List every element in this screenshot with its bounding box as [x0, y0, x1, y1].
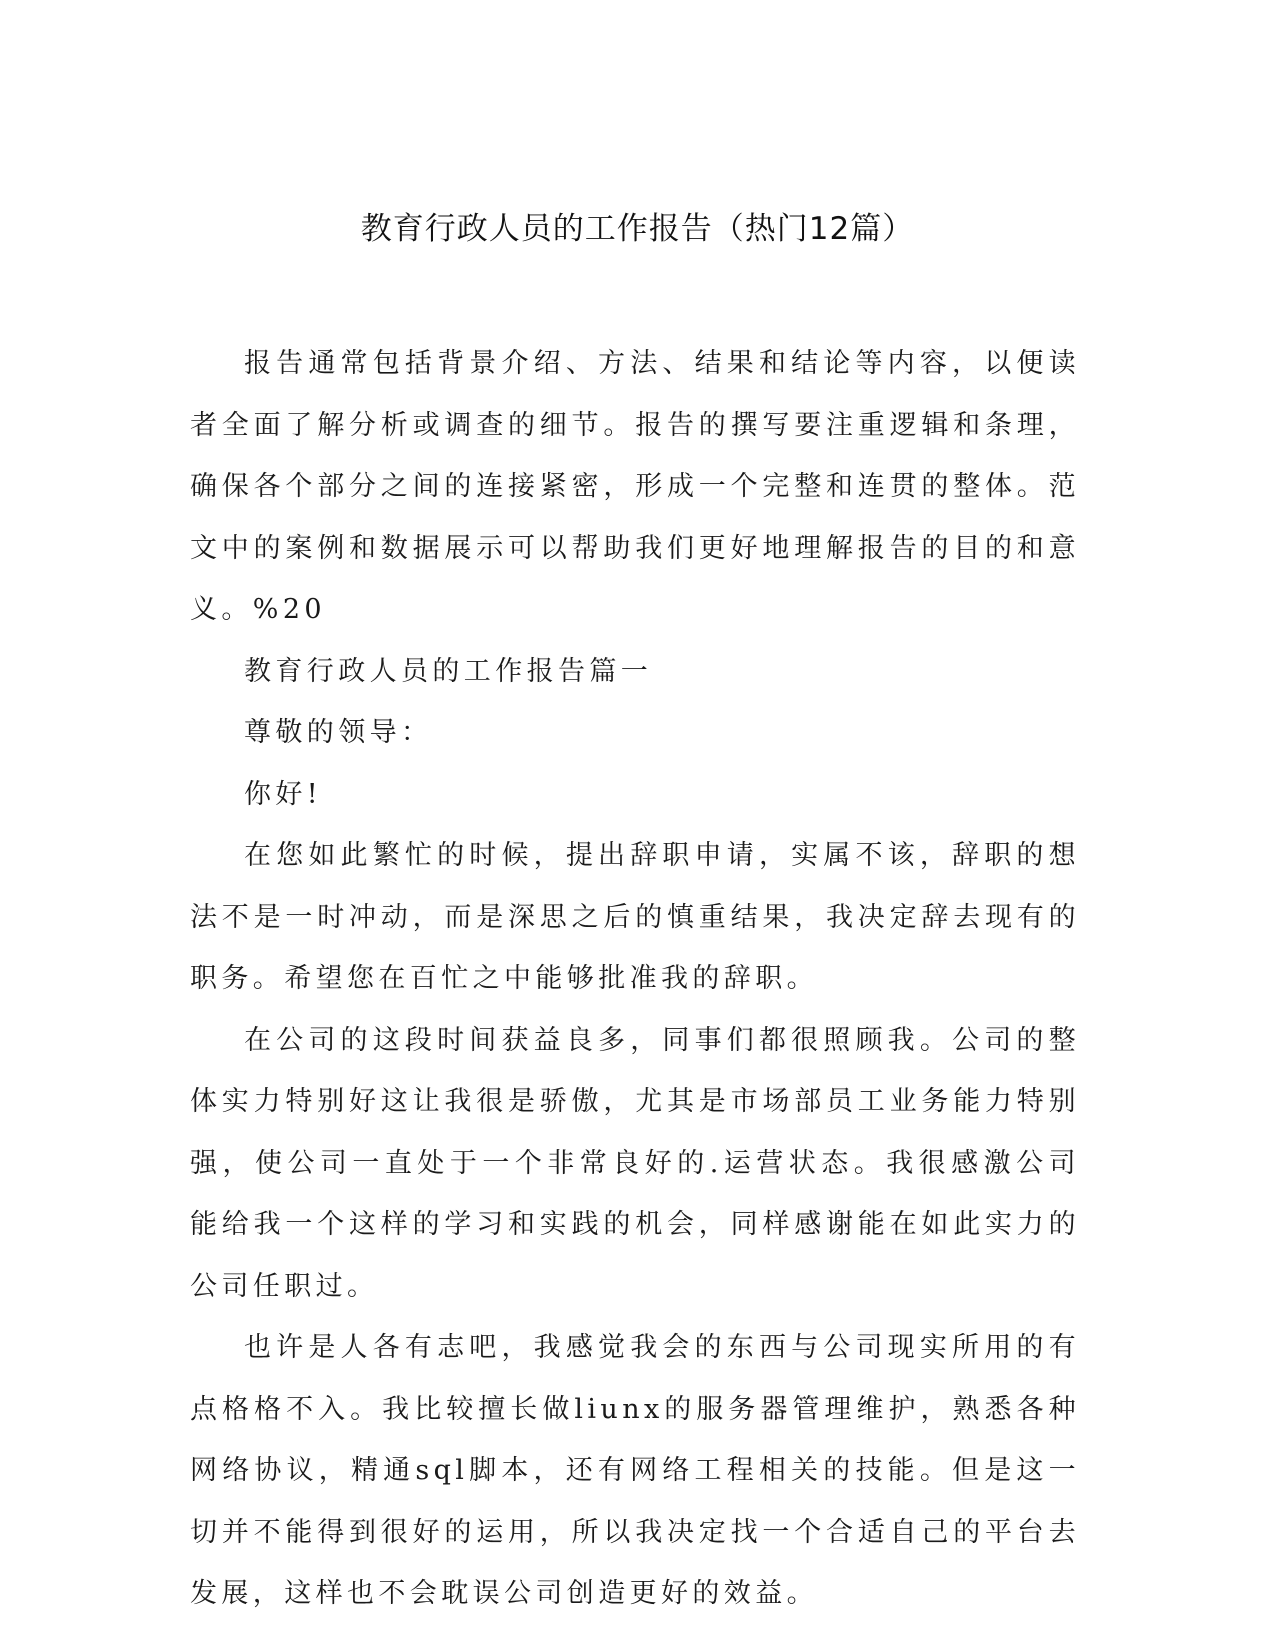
- intro-paragraph: 报告通常包括背景介绍、方法、结果和结论等内容，以便读者全面了解分析或调查的细节。报告的撰写要注重逻辑和条理，确保各个部分之间的连接紧密，形成一个完整和连贯的整体。范文中的案例和数据展示可以帮助我们更好地理解报告的目的和意义。%20: [190, 348, 1080, 625]
- body-paragraph: 在您如此繁忙的时候，提出辞职申请，实属不该，辞职的想法不是一时冲动，而是深思之后的慎重结果，我决定辞去现有的职务。希望您在百忙之中能够批准我的辞职。: [190, 840, 1080, 994]
- salutation: 尊敬的领导：: [244, 717, 433, 748]
- section-heading: 教育行政人员的工作报告篇一: [244, 655, 653, 687]
- body-paragraph: 在公司的这段时间获益良多，同事们都很照顾我。公司的整体实力特别好这让我很是骄傲，尤其是市场部员工业务能力特别强，使公司一直处于一个非常良好的.运营状态。我很感激公司能给我一个这样的学习和实践的机会，同样感谢能在如此实力的公司任职过。: [190, 1024, 1080, 1302]
- greeting: 你好!: [244, 778, 323, 810]
- body-paragraph: 也许是人各有志吧，我感觉我会的东西与公司现实所用的有点格格不入。我比较擅长做liunx的服务器管理维护，熟悉各种网络协议，精通sql脚本，还有网络工程相关的技能。但是这一切并不能得到很好的运用，所以我决定找一个合适自己的平台去发展，这样也不会耽误公司创造更好的效益。: [190, 1332, 1080, 1609]
- document-title: 教育行政人员的工作报告（热门12篇）: [360, 211, 915, 247]
- document-body: [190, 333, 1080, 1625]
